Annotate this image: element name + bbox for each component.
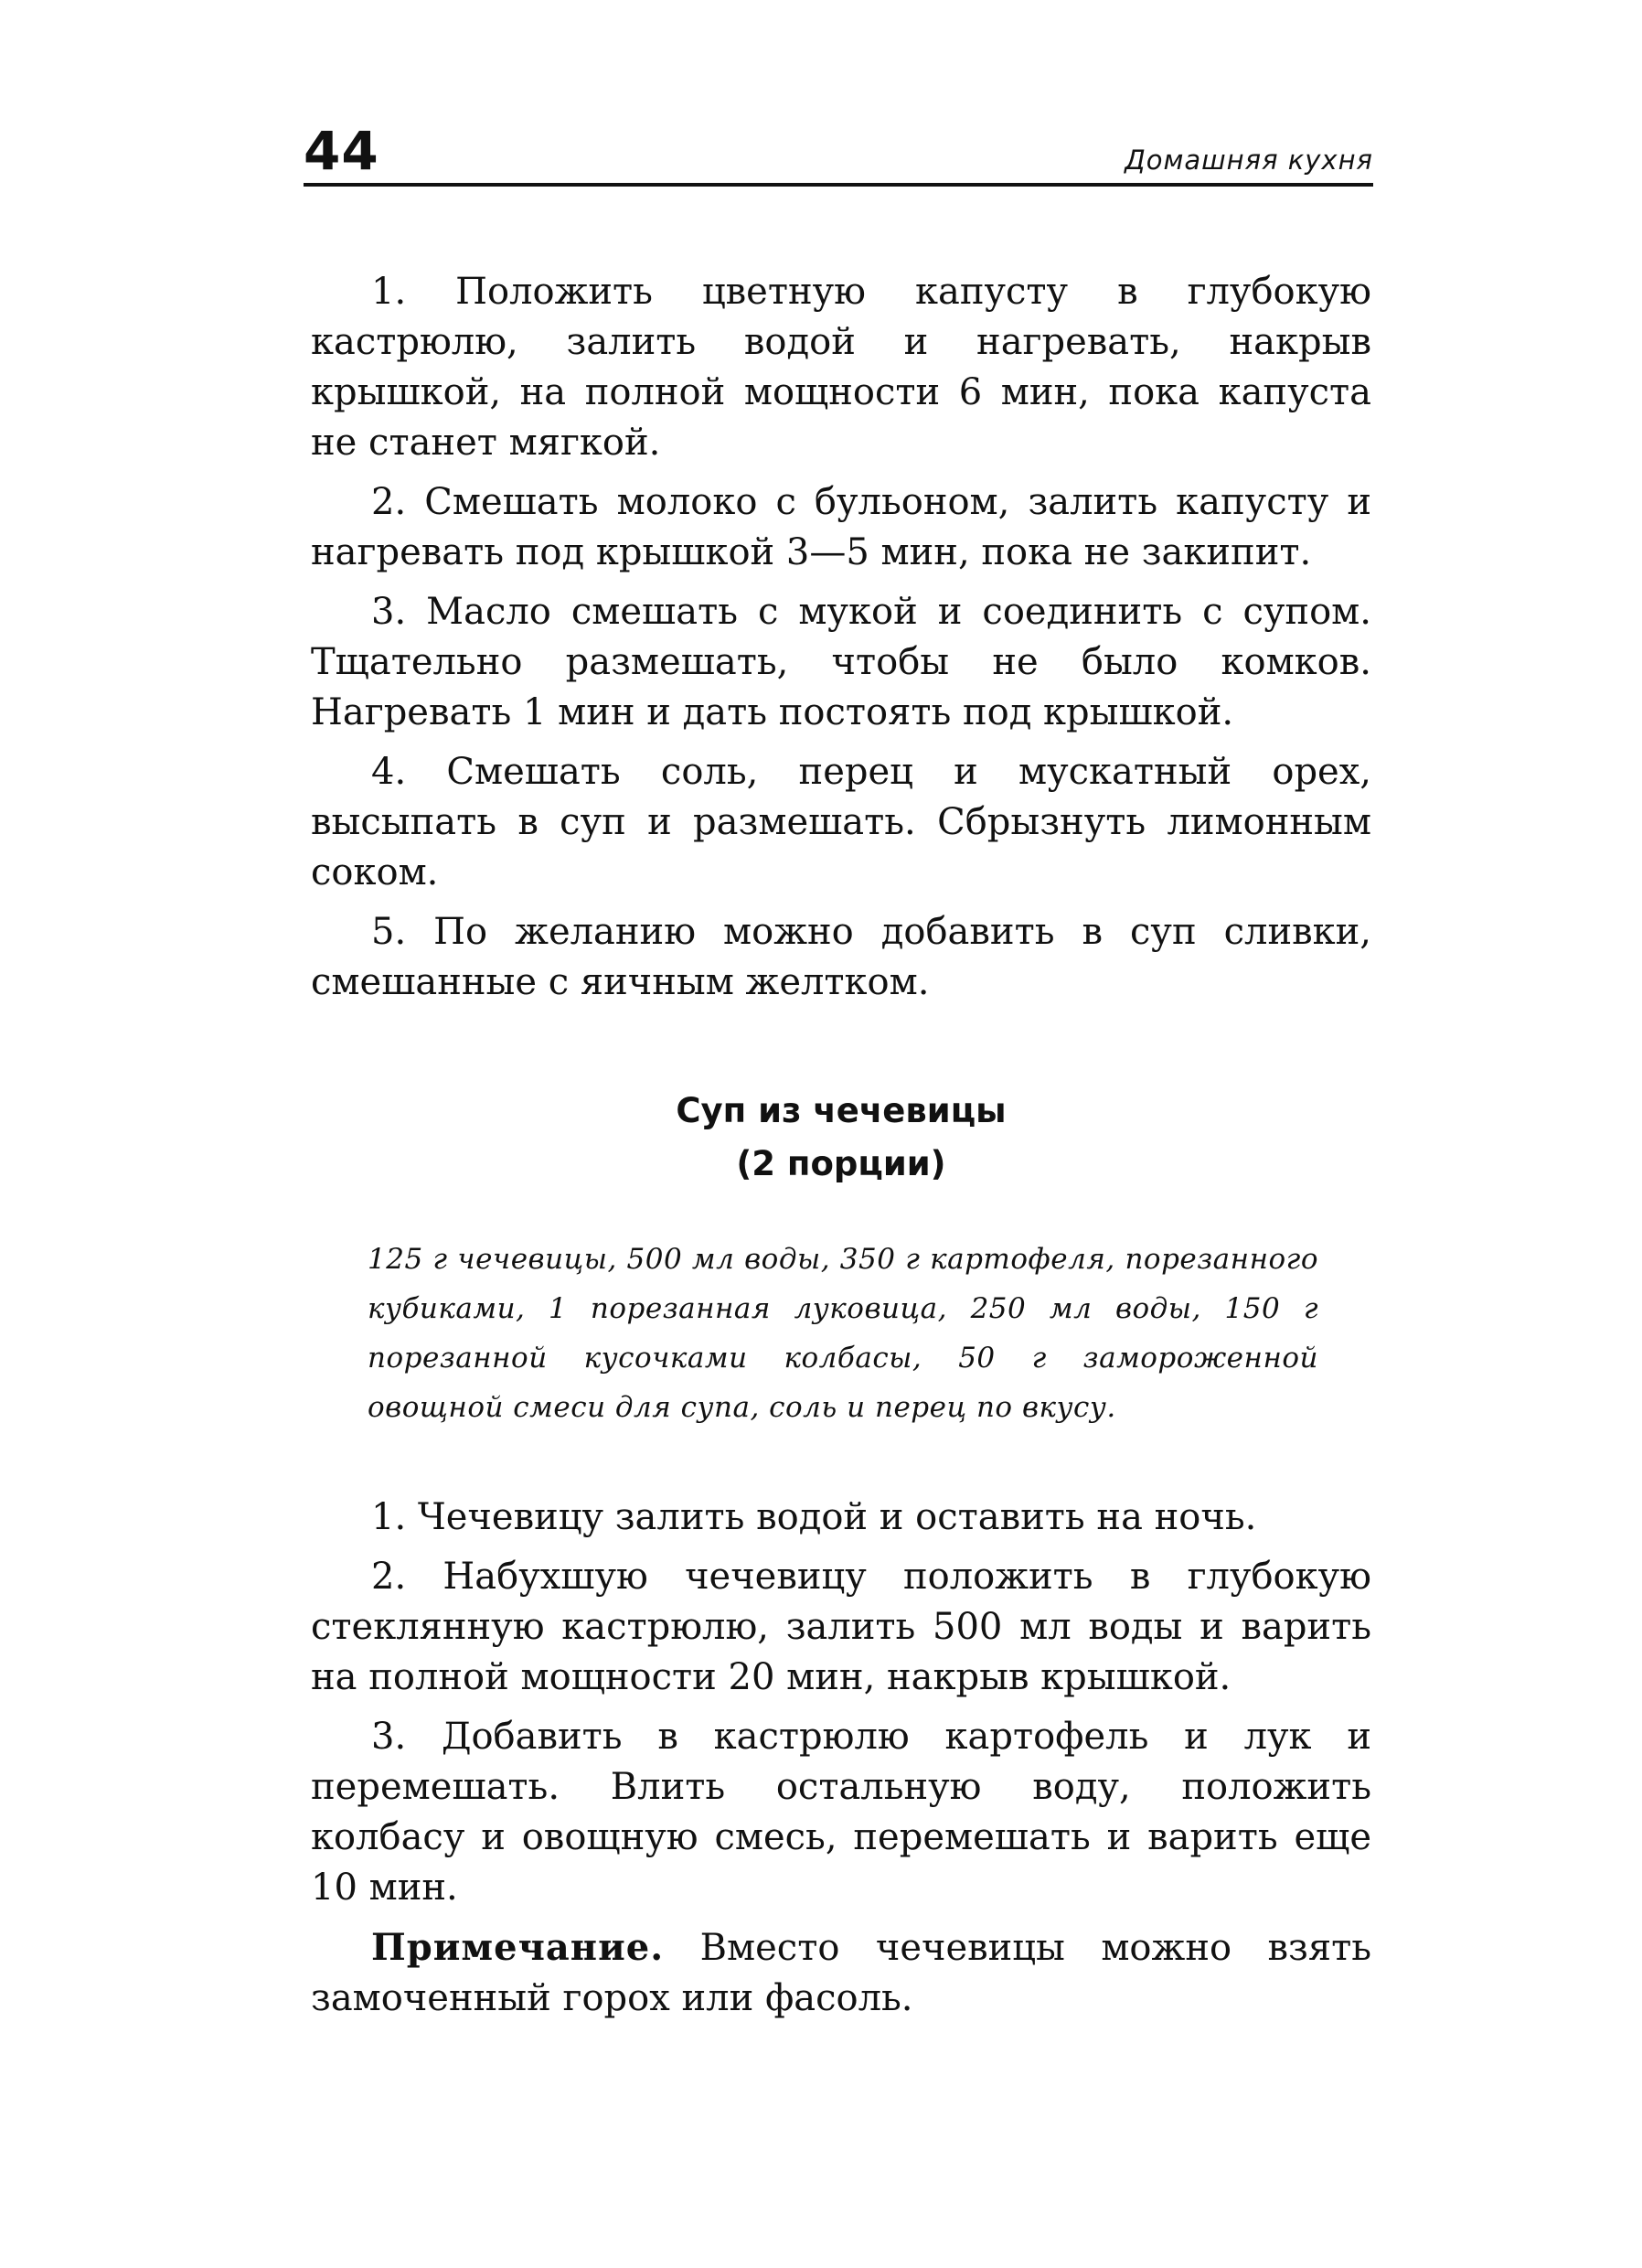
note-label: Примечание.: [371, 1926, 665, 1969]
recipe-servings: (2 порции): [736, 1144, 946, 1183]
running-title: Домашняя кухня: [1125, 144, 1373, 176]
step-paragraph: 5. По желанию можно добавить в суп сливки, смешанные с яичным желтком.: [311, 911, 1371, 1003]
step-paragraph: 1. Положить цветную капусту в глубокую кастрюлю, залить водой и нагревать, накрыв крышкой, на полной мощности 6 мин, пока капуста не станет мягкой.: [311, 271, 1371, 464]
step-paragraph: 4. Смешать соль, перец и мускатный орех, высыпать в суп и размешать. Сбрызнуть лимонным соком.: [311, 751, 1371, 893]
recipe-title: Суп из чечевицы: [676, 1091, 1007, 1130]
step-paragraph: 3. Добавить в кастрюлю картофель и лук и перемешать. Влить остальную воду, положить колбасу и овощную смесь, перемешать и варить еще 10 мин.: [311, 1716, 1371, 1909]
step-paragraph: 2. Смешать молоко с бульоном, залить капусту и нагревать под крышкой 3—5 мин, пока не закипит.: [311, 481, 1371, 573]
step-paragraph: 3. Масло смешать с мукой и соединить с супом. Тщательно размешать, чтобы не было комков. Нагревать 1 мин и дать постоять под крышкой.: [311, 591, 1371, 733]
cauliflower-soup-steps: [311, 267, 1371, 1017]
step-paragraph: 2. Набухшую чечевицу положить в глубокую стеклянную кастрюлю, залить 500 мл воды и варить на полной мощности 20 мин, накрыв крышкой.: [311, 1556, 1371, 1698]
page-number: 44: [304, 120, 379, 182]
note-paragraph: [311, 1922, 1371, 2024]
ingredients-list: 125 г чечевицы, 500 мл воды, 350 г картофеля, порезанного кубиками, 1 порезанная луковица, 250 мл воды, 150 г порезанной кусочками колбасы, 50 г замороженной овощной смеси для супа, соль и перец по вкусу.: [368, 1243, 1318, 1424]
lentil-soup-steps: [311, 1492, 1371, 2033]
page-header: [304, 110, 1373, 187]
recipe-heading: [311, 1085, 1371, 1191]
step-paragraph: 1. Чечевицу залить водой и оставить на ночь.: [371, 1496, 1257, 1538]
note-text: Вместо чечевицы можно взять замоченный горох или фасоль.: [311, 1927, 1372, 2019]
